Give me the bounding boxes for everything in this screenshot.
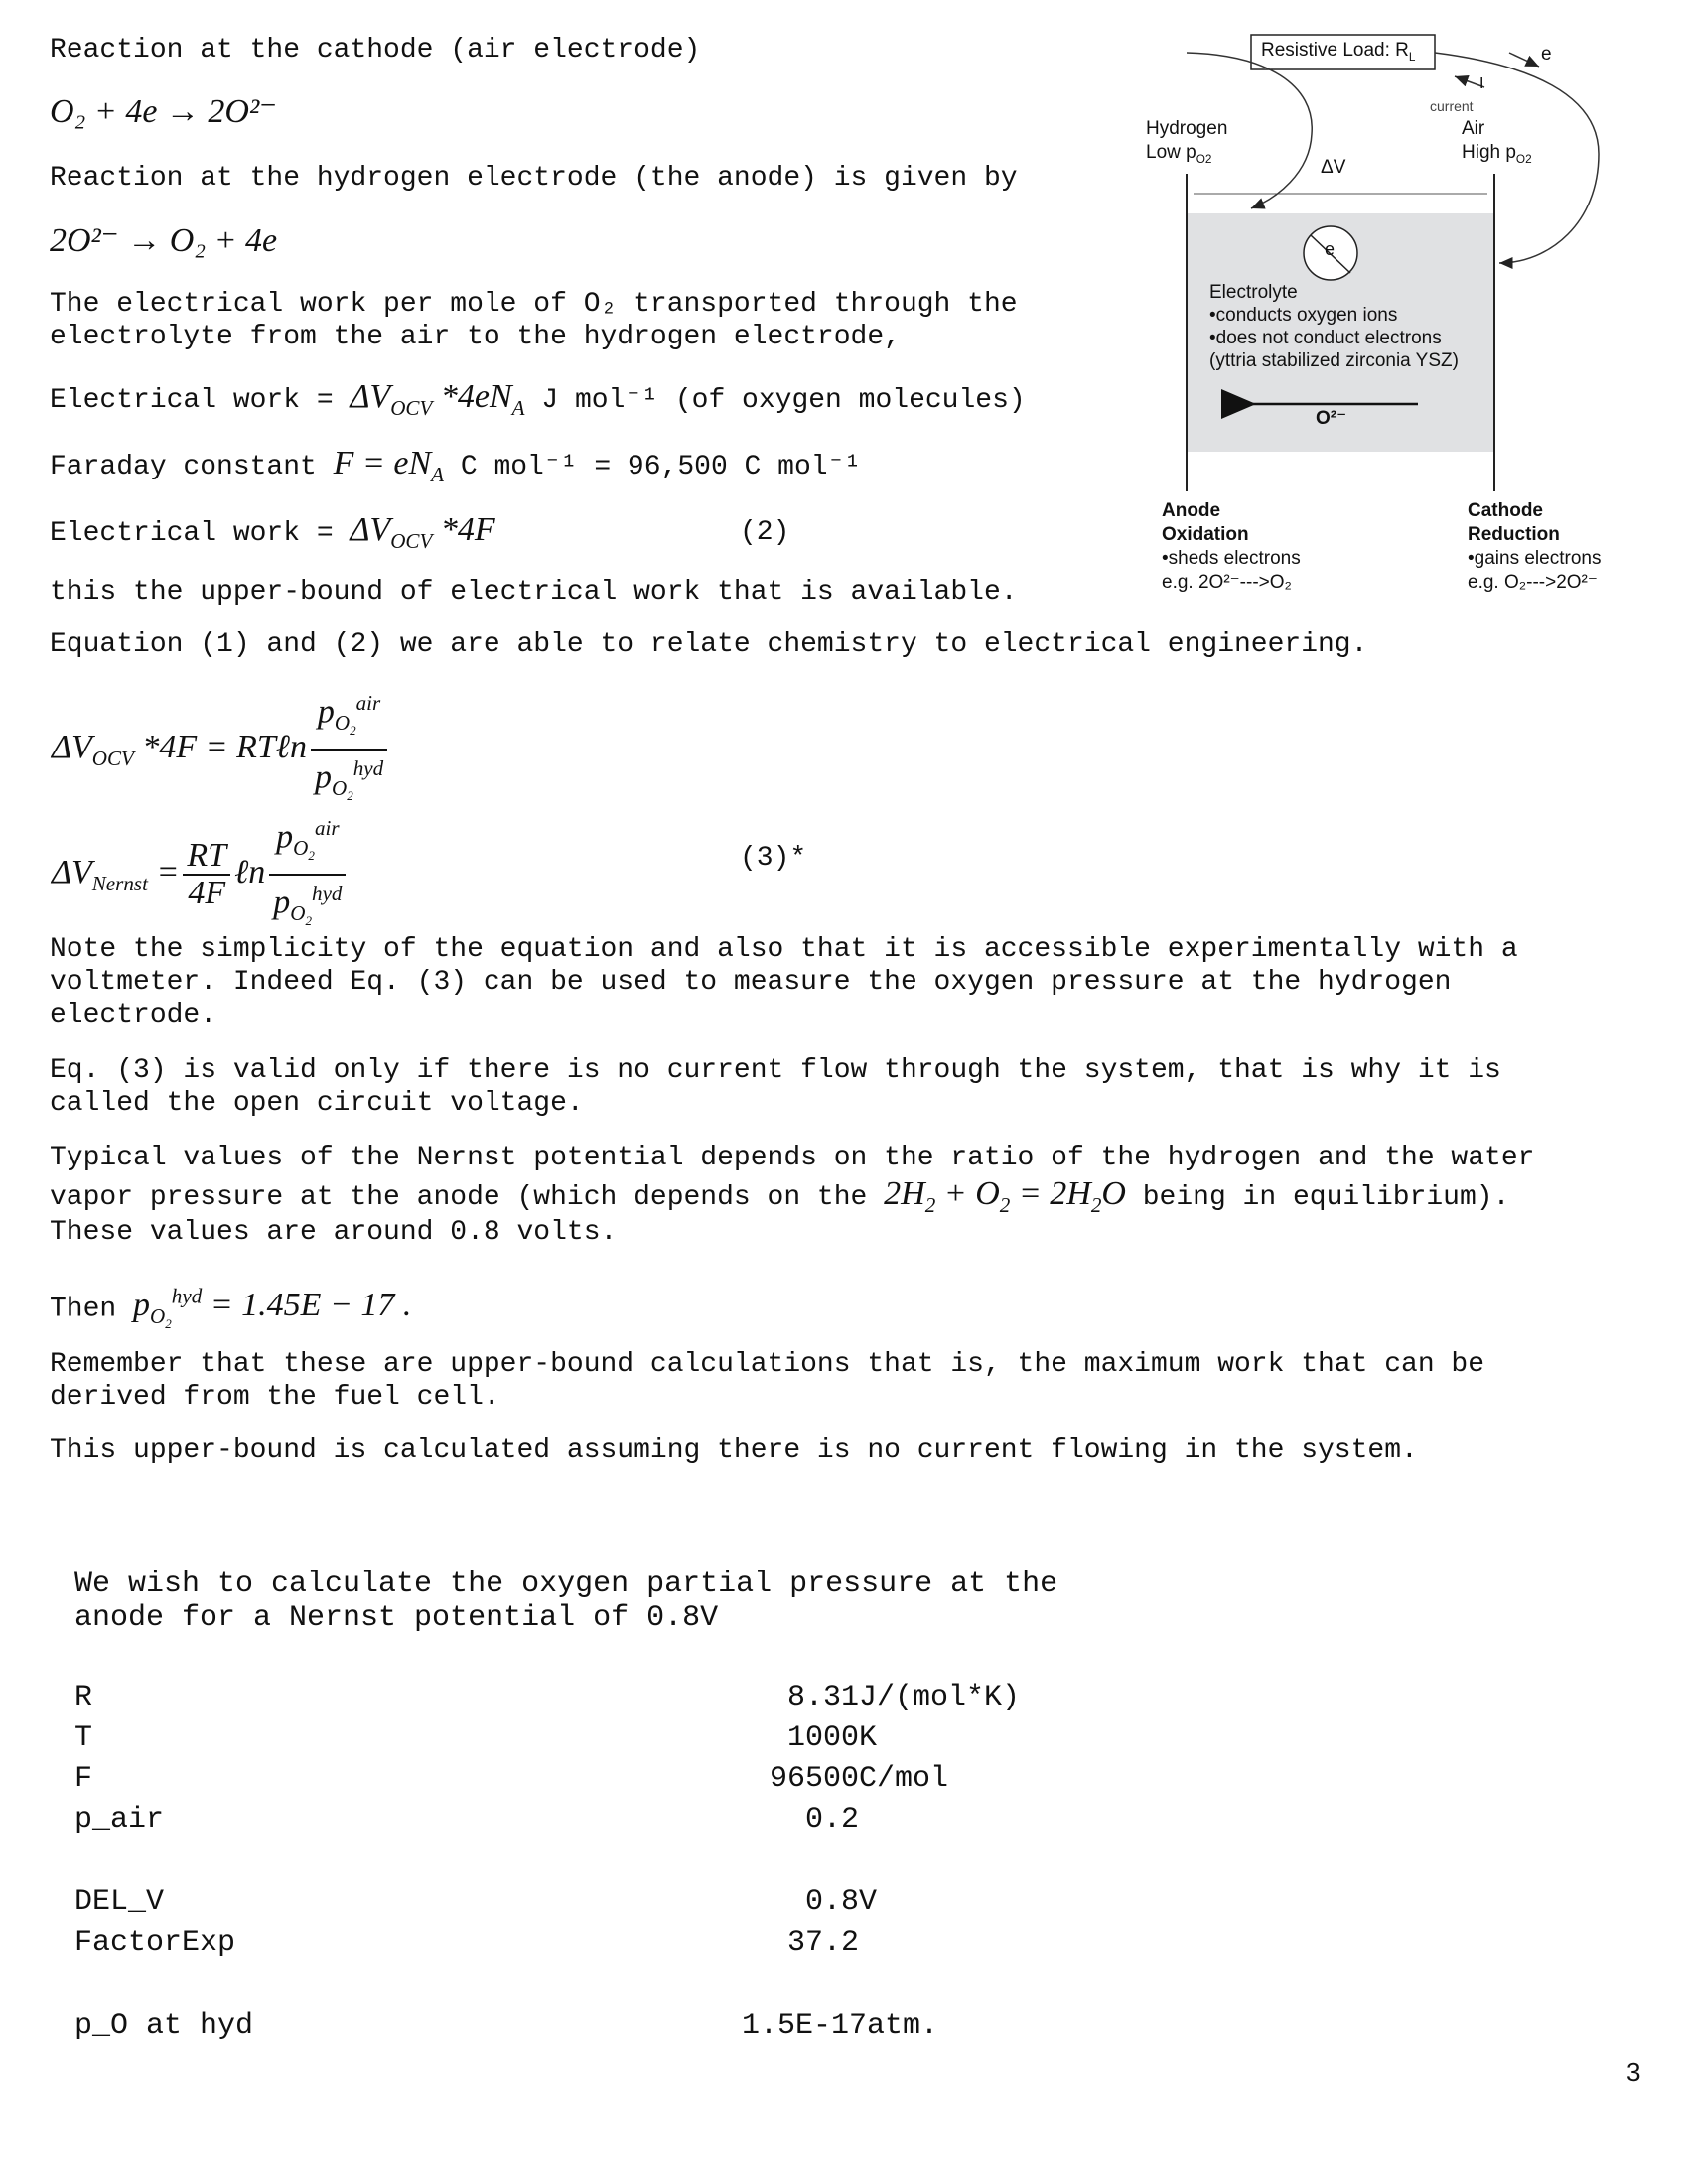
electrical-work-expr: $\Delta V_{OCV}$ $*4eN_A$ <box>350 378 525 420</box>
cathode-point-1: •gains electrons <box>1468 548 1602 569</box>
table-value: 0.2 <box>805 1803 860 1837</box>
water-equilibrium-expr: $2H_2 + O_2 = 2H_2O$ <box>884 1175 1126 1217</box>
page-number: 3 <box>1626 2057 1641 2087</box>
anode-equation: 2O²⁻ → O₂ + 4e <box>50 222 278 259</box>
anode-title: Anode <box>1162 500 1221 521</box>
electrical-work-line: Electrical work = $\Delta V_{OCV}$ $*4eN_A$ J mol⁻¹ (of oxygen molecules) <box>50 378 1026 420</box>
work-intro-line-1: The electrical work per mole of O₂ transported through the <box>50 289 1018 320</box>
electrolyte-title: Electrolyte <box>1209 282 1298 303</box>
electrical-work-2-line: Electrical work = $\Delta V_{OCV}$ *4F <box>50 511 495 553</box>
wish-line-1: We wish to calculate the oxygen partial pressure at the <box>74 1568 1058 1601</box>
typical-line-1: Typical values of the Nernst potential depends on the ratio of the hydrogen and the water <box>50 1143 1535 1173</box>
faraday-expr: $F = eN_A$ <box>333 445 445 486</box>
then-expr: $p_{O_2}^{hyd} = 1.45E - 17$ . <box>133 1285 412 1332</box>
faraday-line: Faraday constant $F = eN_A$ C mol⁻¹ = 96,500 C mol⁻¹ <box>50 445 862 486</box>
table-row <box>74 1682 1067 1717</box>
anode-point-2: e.g. 2O²⁻--->O₂ <box>1162 572 1292 593</box>
cathode-subtitle: Reduction <box>1468 524 1560 545</box>
fuel-cell-diagram <box>1112 25 1648 611</box>
relate-line: Equation (1) and (2) we are able to relate chemistry to electrical engineering. <box>50 629 1368 660</box>
table-label: F <box>74 1762 93 1796</box>
upper-bound-line: this the upper-bound of electrical work that is available. <box>50 577 1018 608</box>
equation-3-number: (3)* <box>740 843 807 874</box>
electron-circle-label: e <box>1325 239 1336 259</box>
nernst-equation: $\Delta V_{Nernst}$ = $\frac{RT}{4F}$ ℓn $\frac{p_{O_2}^{air}}{p_{O_2}^{hyd}}$ <box>52 810 350 940</box>
wish-line-2: anode for a Nernst potential of 0.8V <box>74 1601 719 1635</box>
table-value: 1.5E-17atm. <box>742 2009 939 2043</box>
table-label: R <box>74 1681 93 1714</box>
table-label: DEL_V <box>74 1885 165 1919</box>
current-label: current <box>1430 98 1474 114</box>
table-label: T <box>74 1721 93 1755</box>
table-label: p_air <box>74 1803 165 1837</box>
equation-2-number: (2) <box>740 517 790 548</box>
typical-line-2: vapor pressure at the anode (which depends on the $2H_2 + O_2 = 2H_2O$ being in equilibrium). <box>50 1175 1510 1217</box>
table-value: 1000K <box>787 1721 878 1755</box>
delta-v-label: ΔV <box>1321 157 1346 178</box>
table-row <box>74 2010 1067 2046</box>
typical-line-3: These values are around 0.8 volts. <box>50 1217 618 1248</box>
table-value: 8.31J/(mol*K) <box>787 1681 1021 1714</box>
work-intro-line-2: electrolyte from the air to the hydrogen electrode, <box>50 322 901 352</box>
electron-arrow <box>1509 53 1539 67</box>
table-row <box>74 1763 1067 1799</box>
table-value: 37.2 <box>787 1926 860 1960</box>
table-value: 0.8V <box>805 1885 878 1919</box>
anode-point-1: •sheds electrons <box>1162 548 1301 569</box>
oxygen-ion-label: O²⁻ <box>1316 408 1347 429</box>
low-po2-label: Low $p_{O2}$ <box>1146 142 1212 166</box>
cathode-point-2: e.g. O₂--->2O²⁻ <box>1468 572 1598 593</box>
air-label: Air <box>1462 118 1485 139</box>
current-symbol: I <box>1479 75 1484 92</box>
table-label: p_O at hyd <box>74 2009 254 2043</box>
then-line: Then $p_{O_2}^{hyd} = 1.45E - 17$ . <box>50 1285 412 1332</box>
electrolyte-point-2: •does not conduct electrons <box>1209 328 1442 348</box>
remember-line-2: derived from the fuel cell. <box>50 1382 500 1413</box>
high-po2-label: High $p_{O2}$ <box>1462 142 1532 166</box>
valid-line-2: called the open circuit voltage. <box>50 1088 584 1119</box>
note-line-3: electrode. <box>50 1000 217 1030</box>
table-value: 96500C/mol <box>770 1762 949 1796</box>
note-line-1: Note the simplicity of the equation and also that it is accessible experimentally with a <box>50 934 1518 965</box>
electrolyte-point-1: •conducts oxygen ions <box>1209 305 1398 326</box>
table-label: FactorExp <box>74 1926 236 1960</box>
cathode-equation: O₂ + 4e → 2O²⁻ <box>50 93 278 130</box>
table-row <box>74 1927 1067 1963</box>
ocv-equation: $\Delta V_{OCV}$ *4F = RTℓn $\frac{p_{O_2}^{air}}{p_{O_2}^{hyd}}$ <box>52 685 391 815</box>
table-row <box>74 1722 1067 1758</box>
valid-line-1: Eq. (3) is valid only if there is no current flow through the system, that is why it is <box>50 1055 1501 1086</box>
table-row <box>74 1886 1067 1922</box>
electrolyte-point-3: (yttria stabilized zirconia YSZ) <box>1209 350 1459 371</box>
load-label: Resistive Load: $R_L$ <box>1261 40 1416 64</box>
electron-label: e <box>1541 44 1552 65</box>
cathode-heading: Reaction at the cathode (air electrode) <box>50 35 701 66</box>
remember-line-1: Remember that these are upper-bound calculations that is, the maximum work that can be <box>50 1349 1485 1380</box>
anode-heading: Reaction at the hydrogen electrode (the anode) is given by <box>50 163 1018 194</box>
cathode-title: Cathode <box>1468 500 1543 521</box>
note-line-2: voltmeter. Indeed Eq. (3) can be used to measure the oxygen pressure at the hydrogen <box>50 967 1452 998</box>
table-row <box>74 1804 1067 1840</box>
upper-assume-line: This upper-bound is calculated assuming there is no current flowing in the system. <box>50 1435 1418 1466</box>
hydrogen-label: Hydrogen <box>1146 118 1228 139</box>
electrical-work-2-expr: $\Delta V_{OCV}$ *4F <box>350 511 495 553</box>
anode-subtitle: Oxidation <box>1162 524 1249 545</box>
